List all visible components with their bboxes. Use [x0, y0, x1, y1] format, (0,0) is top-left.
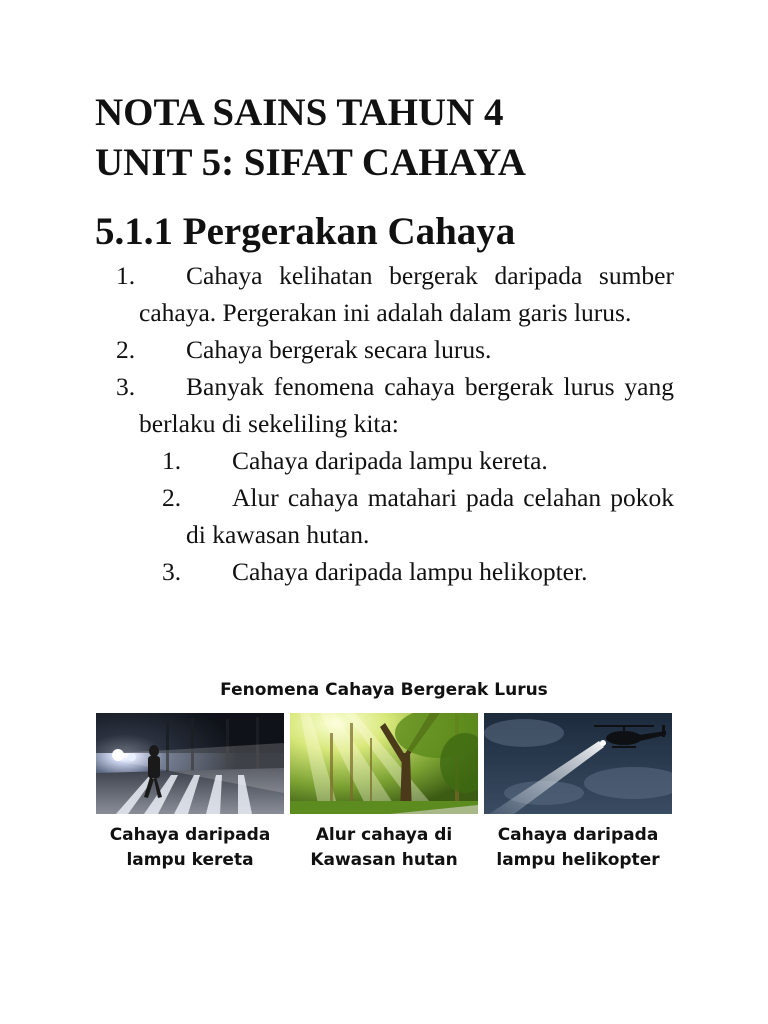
list-item: [0, 368, 674, 442]
sub-list-item-number: 3.: [162, 557, 182, 586]
list-item-number: 3.: [116, 372, 136, 401]
section-heading: 5.1.1 Pergerakan Cahaya: [95, 210, 516, 253]
photo-caption-line-1: Cahaya daripada: [497, 825, 659, 845]
list-item: [0, 257, 674, 331]
list-item-text: Cahaya kelihatan bergerak daripada sumber cahaya. Pergerakan ini adalah dalam garis lurus.: [139, 261, 674, 327]
list-item-number: 1.: [116, 261, 136, 290]
photo-caption-car: [90, 823, 290, 873]
photo-caption-line-1: Cahaya daripada: [109, 825, 271, 845]
sub-list-item-number: 1.: [162, 446, 182, 475]
list-item-number: 2.: [116, 335, 136, 364]
photo-caption-line-2: lampu helikopter: [496, 850, 660, 870]
photo-caption-line-2: lampu kereta: [126, 850, 254, 870]
sub-list-item-text: Alur cahaya matahari pada celahan pokok di kawasan hutan.: [186, 483, 674, 549]
photo-caption-line-1: Alur cahaya di: [315, 825, 453, 845]
helicopter-light-photo: [484, 713, 672, 814]
list-item: [0, 331, 674, 368]
photo-caption-helicopter: [478, 823, 678, 873]
list-item-text: Cahaya bergerak secara lurus.: [186, 335, 492, 364]
car-headlight-photo: [96, 713, 284, 814]
figure-title: Fenomena Cahaya Bergerak Lurus: [220, 680, 548, 700]
sub-list-item-number: 2.: [162, 483, 182, 512]
list-item-text: Banyak fenomena cahaya bergerak lurus yang berlaku di sekeliling kita:: [139, 372, 674, 438]
title-line-2: UNIT 5: SIFAT CAHAYA: [95, 141, 526, 184]
title-line-1: NOTA SAINS TAHUN 4: [95, 91, 504, 134]
sub-list-item: [0, 553, 674, 590]
sub-list-item-text: Cahaya daripada lampu kereta.: [232, 446, 548, 475]
forest-sunray-photo: [290, 713, 478, 814]
photo-caption-forest: [284, 823, 484, 873]
sub-list-item: [0, 479, 674, 553]
sub-list-item: [0, 442, 674, 479]
main-list: [0, 257, 768, 590]
document-title: [95, 88, 695, 188]
sub-list-item-text: Cahaya daripada lampu helikopter.: [232, 557, 588, 586]
photo-caption-line-2: Kawasan hutan: [310, 850, 458, 870]
